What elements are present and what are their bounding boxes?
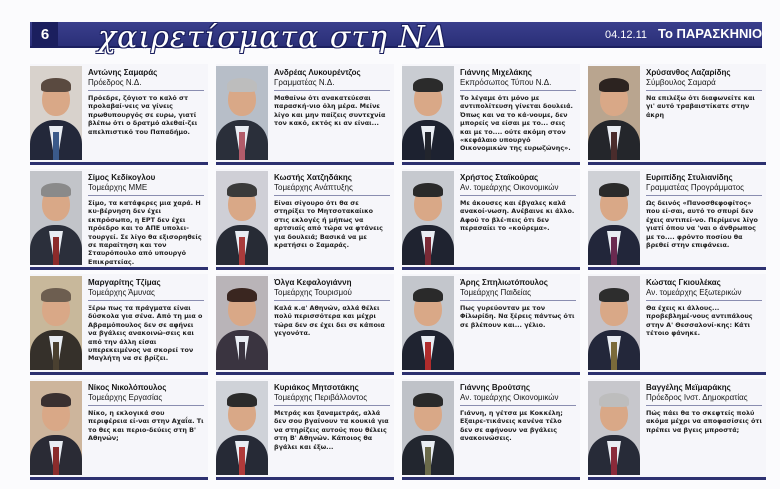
profile-card [402,64,580,165]
person-name: Μαργαρίτης Τζίμας [88,278,161,287]
person-name: Χρήστος Σταϊκούρας [460,173,539,182]
page-headline: χαιρετίσματα στη ΝΔ [98,20,449,55]
person-role: Τομεάρχης Τουρισμού [274,288,390,301]
person-role: Τομεάρχης Άμυνας [88,288,204,301]
person-name: Νίκος Νικολόπουλος [88,383,167,392]
profile-card [588,379,766,480]
portrait-photo [588,276,640,370]
profile-info [268,169,394,267]
person-quote: Ως δεινός «Πανοσθεφοφίτος» που εί-σαι, αυτό το σπυρί δεν έχεις αντιπεί-νο. Περίμενε λίγο γιατί όπου να 'ναι ο άνθρωπος με το.... φρόντο ποσίου θα βρεθεί στην επιφάνεια. [646,199,758,250]
portrait-photo [216,381,268,475]
profile-grid [30,64,770,484]
portrait-photo [402,171,454,265]
profile-info [640,379,766,477]
person-name: Κώστας Γκιουλέκας [646,278,721,287]
profile-card [402,274,580,375]
portrait-photo [30,66,82,160]
person-name: Κωστής Χατζηδάκης [274,173,352,182]
person-role: Αν. τομεάρχης Οικονομικών [460,183,576,196]
person-name: Ανδρέας Λυκουρέντζος [274,68,361,77]
profile-info [454,274,580,372]
profile-card [216,169,394,270]
person-role: Τομεάρχης Παιδείας [460,288,576,301]
person-role: Πρόεδρος Ινστ. Δημοκρατίας [646,393,762,406]
portrait-photo [402,276,454,370]
person-quote: Σίμο, τα κατάφερες μια χαρά. Η κυ-βέρνηση δεν έχει εκπρόσωπο, η ΕΡΤ δεν έχει πρόεδρο και το ΑΠΕ υπολει-τουργεί. Σε λίγο θα εξισορηθείς σε παραίτηση και τον Σταυρόπουλο από υπουργό Επικρατείας. [88,199,202,266]
person-role: Τομεάρχης Εργασίας [88,393,204,406]
person-quote: Γιάννη, η γέτσα με Κοκκέλη; Εξαιρε-τικάνεις κανένα τέλο δεν σε αφήνουν να βγάλεις ανακοινώσεις. [460,409,563,443]
portrait-photo [588,381,640,475]
issue-date: 04.12.11 [605,29,648,41]
profile-card [30,274,208,375]
person-role: Τομεάρχης Περιβάλλοντος [274,393,390,406]
person-name: Βαγγέλης Μεϊμαράκης [646,383,731,392]
person-quote: Το λέγαμε ότι μόνο με αντιπολίτευση γίνεται δουλειά. Όπως και να το κά-νουμε, δεν μπορείς να είσαι με το... σεις και με το.... ούτε ακόμη στον «κεφάλαιο υπουργό Οικονομικών της ευρωζώνης». [460,94,573,153]
person-role: Τομεάρχης ΜΜΕ [88,183,204,196]
person-name: Σίμος Κεδίκογλου [88,173,156,182]
profile-info [454,169,580,267]
portrait-photo [588,66,640,160]
person-quote: Νίκο, η εκλογικά σου περιφέρεια εί-ναι στην Αχαΐα. Τι το θες και περιο-δεύεις στη Β' Αθηνών; [88,409,204,443]
page-number: 6 [32,22,58,48]
portrait-photo [216,66,268,160]
person-name: Όλγα Κεφαλογιάννη [274,278,352,287]
profile-card [30,169,208,270]
person-name: Γιάννης Βρούτσης [460,383,530,392]
profile-info [82,64,208,162]
portrait-photo [402,381,454,475]
person-name: Γιάννης Μιχελάκης [460,68,532,77]
profile-info [454,64,580,162]
person-quote: Μαθαίνω ότι ανακατεύεσαι παρασκή-νιο όλη μέρα. Μείνε λίγο και μην παίζεις συντεχνία τον κακό, εκτός κι αν είναι... [274,94,386,128]
profile-info [82,379,208,477]
person-quote: Να επιλέξω ότι διαφωνείτε και γι' αυτό τραβαιστίκατε στην άκρη [646,94,755,119]
person-role: Εκπρόσωπος Τύπου Ν.Δ. [460,78,576,91]
profile-card [216,274,394,375]
profile-info [640,169,766,267]
person-quote: Με άκουσες και έβγαλες καλά ανακοί-νωση. Ανέβαινε κι άλλο. Αφού το βλέ-πεις ότι δεν περασαίει το «κούρεμα». [460,199,575,233]
section-name: Το ΠΑΡΑΣΚΗΝΙΟ [658,26,763,41]
person-quote: Ξέρω πως τα πράγματα είναι δύσκολα για σένα. Από τη μια ο Αβραμόπουλος δεν σε αφήνει να βγάλεις ανακοινώ-σεις και από την άλλη είσαι υπερεκειμένος να σκορεί τον Μαγλήτη να σε βρίζει. [88,304,203,363]
profile-card [588,169,766,270]
portrait-photo [588,171,640,265]
person-quote: Μετράς και ξαναμετράς, αλλά δεν σου βγαίνουν τα κουκιά για να στηρίζεις αυτούς που θέλεις στη Β' Αθηνών. Κάποιος θα βγάλει και έξω... [274,409,389,451]
portrait-photo [30,171,82,265]
profile-card [30,379,208,480]
person-name: Αντώνης Σαμαράς [88,68,158,77]
person-name: Χρύσανθος Λαζαρίδης [646,68,731,77]
profile-info [640,64,766,162]
profile-info [268,274,394,372]
profile-card [588,274,766,375]
profile-info [454,379,580,477]
person-role: Γραμματέας Ν.Δ. [274,78,390,91]
profile-info [82,169,208,267]
person-quote: Είναι σίγουρο ότι θα σε στηρίξει το Μητσοτακαίικο στις εκλογές ή μήπως να αρτσιαίς από τώρα να φτάνεις για δουλειά; Βασικά να με κρατήσει ο Σαμαράς. [274,199,383,250]
person-name: Ευριπίδης Στυλιανίδης [646,173,733,182]
person-name: Άρης Σπηλιωτόπουλος [460,278,548,287]
person-quote: Καλά κ.α' Αθηνών, αλλά θέλει πολύ περισσότερα και μέχρι τώρα δεν σε έχει δει σε κάποια γεγονότα. [274,304,385,338]
person-role: Σύμβουλος Σαμαρά [646,78,762,91]
portrait-photo [30,276,82,370]
person-role: Αν. τομεάρχης Οικονομικών [460,393,576,406]
portrait-photo [402,66,454,160]
person-quote: Πώς πάει θα το σκεφτείς πολύ ακόμα μέχρι να αποφασίσεις ότι πρέπει να βγεις μπροστά; [646,409,762,434]
profile-info [640,274,766,372]
profile-card [402,379,580,480]
person-role: Αν. τομεάρχης Εξωτερικών [646,288,762,301]
person-role: Γραμματέας Προγράμματος [646,183,762,196]
person-quote: Θα έχεις κι άλλους... προβεβλημέ-νους αντιπάλους στην Α' Θεσσαλονί-κης: Κάτι τέτοιο φάνηκε. [646,304,753,338]
profile-info [268,379,394,477]
profile-info [82,274,208,372]
portrait-photo [216,276,268,370]
profile-card [588,64,766,165]
profile-card [30,64,208,165]
profile-card [216,64,394,165]
person-quote: Πως γυρεύονταν με τον Φίλωρίδη. Να ξέρεις πάντως ότι σε βλέπουν και... γέλιο. [460,304,575,329]
profile-card [216,379,394,480]
profile-info [268,64,394,162]
profile-card [402,169,580,270]
portrait-photo [216,171,268,265]
person-quote: Πρόεδρε, ζόγιοτ το καλό στ προλαβαί-νεις να γίνεις πρωθυπουργός σε ευρω, γιατί βλέπω ότι ο δρατμό αλεθαί-ζει απελπιστικό του Παπαδήμο. [88,94,198,136]
portrait-photo [30,381,82,475]
person-role: Τομεάρχης Ανάπτυξης [274,183,390,196]
person-name: Κυριάκος Μητσοτάκης [274,383,359,392]
person-role: Πρόεδρος Ν.Δ. [88,78,204,91]
